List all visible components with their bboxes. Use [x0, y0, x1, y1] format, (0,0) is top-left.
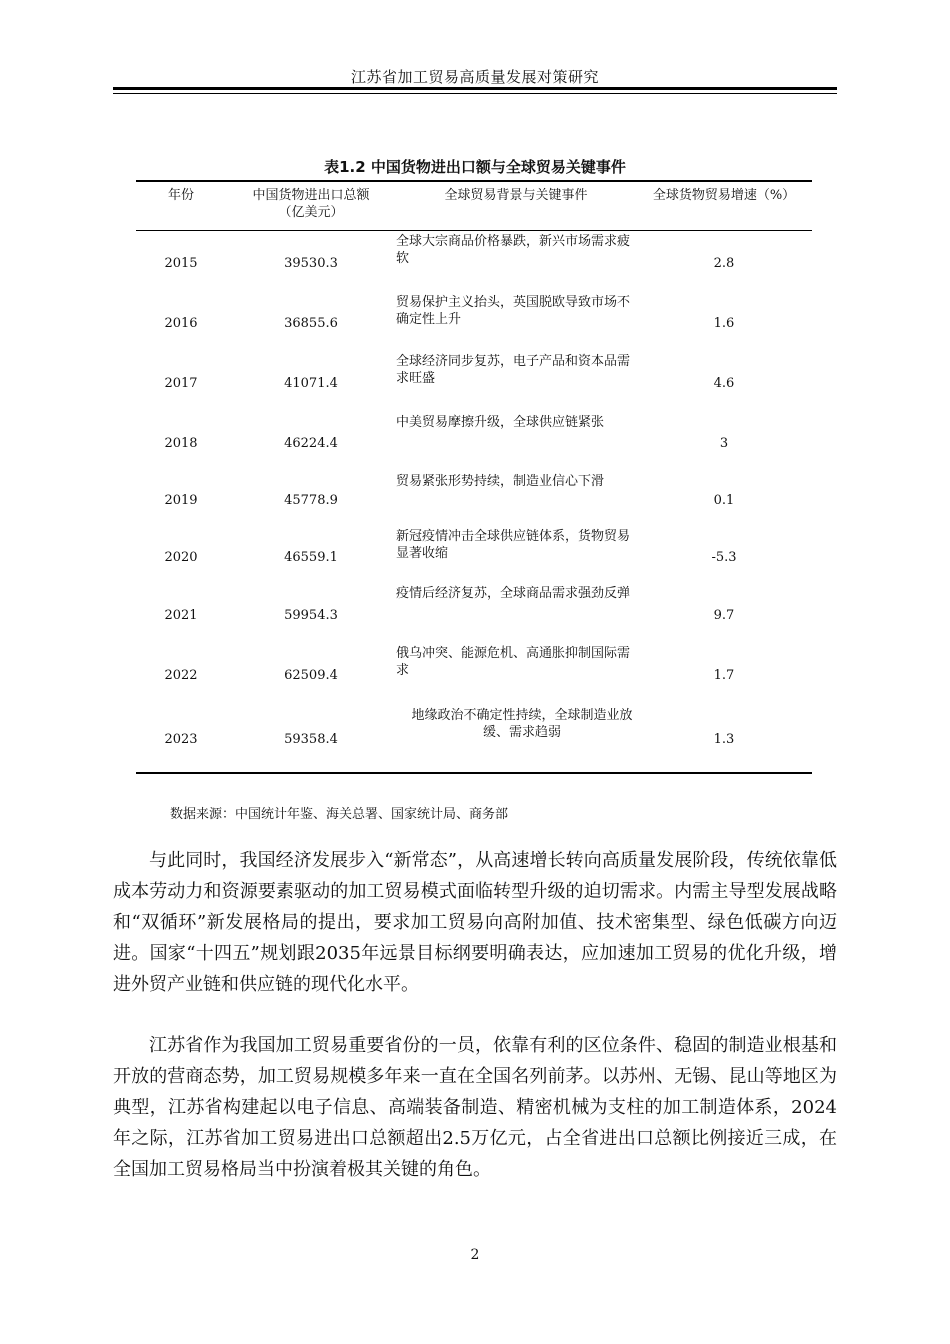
table-row-value: 39530.3	[284, 256, 338, 271]
column-header-year: 年份	[167, 188, 194, 203]
table-row-year: 2017	[164, 376, 198, 391]
table-row-value: 46224.4	[284, 436, 338, 451]
table-source-note: 数据来源：中国统计年鉴、海关总署、国家统计局、商务部	[170, 807, 509, 822]
table-row-year: 2016	[164, 316, 198, 331]
table-bottom-rule	[136, 772, 812, 774]
table-row-year: 2020	[164, 550, 198, 565]
column-header-events: 全球贸易背景与关键事件	[444, 188, 588, 203]
body-paragraph: 江苏省作为我国加工贸易重要省份的一员，依靠有利的区位条件、稳固的制造业根基和开放的营商态势，加工贸易规模多年来一直在全国名列前茅。以苏州、无锡、昆山等地区为典型，江苏省构建起以电子信息、高端装备制造、精密机械为支柱的加工制造体系，2024年之际，江苏省加工贸易进出口总额超出2.5万亿元，占全省进出口总额比例接近三成，在全国加工贸易格局当中扮演着极其关键的角色。	[113, 1035, 837, 1180]
table-row-rate: 3	[719, 436, 729, 451]
table-row-event: 全球大宗商品价格暴跌，新兴市场需求疲软	[396, 234, 631, 266]
table-row-rate: 1.3	[713, 732, 735, 747]
table-row-year: 2015	[164, 256, 198, 271]
table-row-event: 贸易保护主义抬头，英国脱欧导致市场不确定性上升	[396, 295, 631, 327]
table-row-value: 36855.6	[284, 316, 338, 331]
table-row-rate: 4.6	[713, 376, 735, 391]
table-row-value: 46559.1	[284, 550, 338, 565]
table-row-rate: 2.8	[713, 256, 735, 271]
running-header: 江苏省加工贸易高质量发展对策研究	[350, 68, 599, 86]
table-row-value: 45778.9	[284, 493, 338, 508]
page-number: 2	[470, 1247, 480, 1263]
table-row-value: 62509.4	[284, 668, 338, 683]
table-row-event: 地缘政治不确定性持续，全球制造业放缓、需求趋弱	[411, 708, 633, 740]
column-header-growth-rate: 全球货物贸易增速（%）	[652, 188, 796, 203]
table-row-event: 贸易紧张形势持续，制造业信心下滑	[396, 474, 605, 489]
column-header-trade-value: 中国货物进出口总额 （亿美元）	[252, 188, 370, 220]
header-rule-thin	[113, 93, 837, 94]
table-row-event: 疫情后经济复苏，全球商品需求强劲反弹	[396, 586, 631, 601]
table-row-year: 2023	[164, 732, 198, 747]
table-header-rule	[136, 230, 812, 231]
table-row-rate: 9.7	[713, 608, 735, 623]
table-row-rate: 1.6	[713, 316, 735, 331]
header-rule-thick	[113, 87, 837, 90]
table-row-event: 全球经济同步复苏，电子产品和资本品需求旺盛	[396, 354, 631, 386]
table-row-rate: -5.3	[711, 550, 737, 565]
table-row-event: 新冠疫情冲击全球供应链体系，货物贸易显著收缩	[396, 529, 631, 561]
body-paragraph: 与此同时，我国经济发展步入“新常态”，从高速增长转向高质量发展阶段，传统依靠低成本劳动力和资源要素驱动的加工贸易模式面临转型升级的迫切需求。内需主导型发展战略和“双循环”新发展格局的提出，要求加工贸易向高附加值、技术密集型、绿色低碳方向迈进。国家“十四五”规划跟2035年远景目标纲要明确表达，应加速加工贸易的优化升级，增进外贸产业链和供应链的现代化水平。	[113, 850, 837, 995]
table-row-event: 中美贸易摩擦升级，全球供应链紧张	[396, 415, 605, 430]
table-row-value: 59954.3	[284, 608, 338, 623]
table-row-year: 2019	[164, 493, 198, 508]
table-top-rule	[136, 180, 812, 182]
table-row-year: 2021	[164, 608, 198, 623]
table-row-event: 俄乌冲突、能源危机、高通胀抑制国际需求	[396, 646, 631, 678]
table-row-rate: 1.7	[713, 668, 735, 683]
table-row-year: 2018	[164, 436, 198, 451]
table-row-value: 41071.4	[284, 376, 338, 391]
table-row-year: 2022	[164, 668, 198, 683]
table-row-value: 59358.4	[284, 732, 338, 747]
table-title: 表1.2 中国货物进出口额与全球贸易关键事件	[324, 158, 626, 176]
table-row-rate: 0.1	[713, 493, 735, 508]
